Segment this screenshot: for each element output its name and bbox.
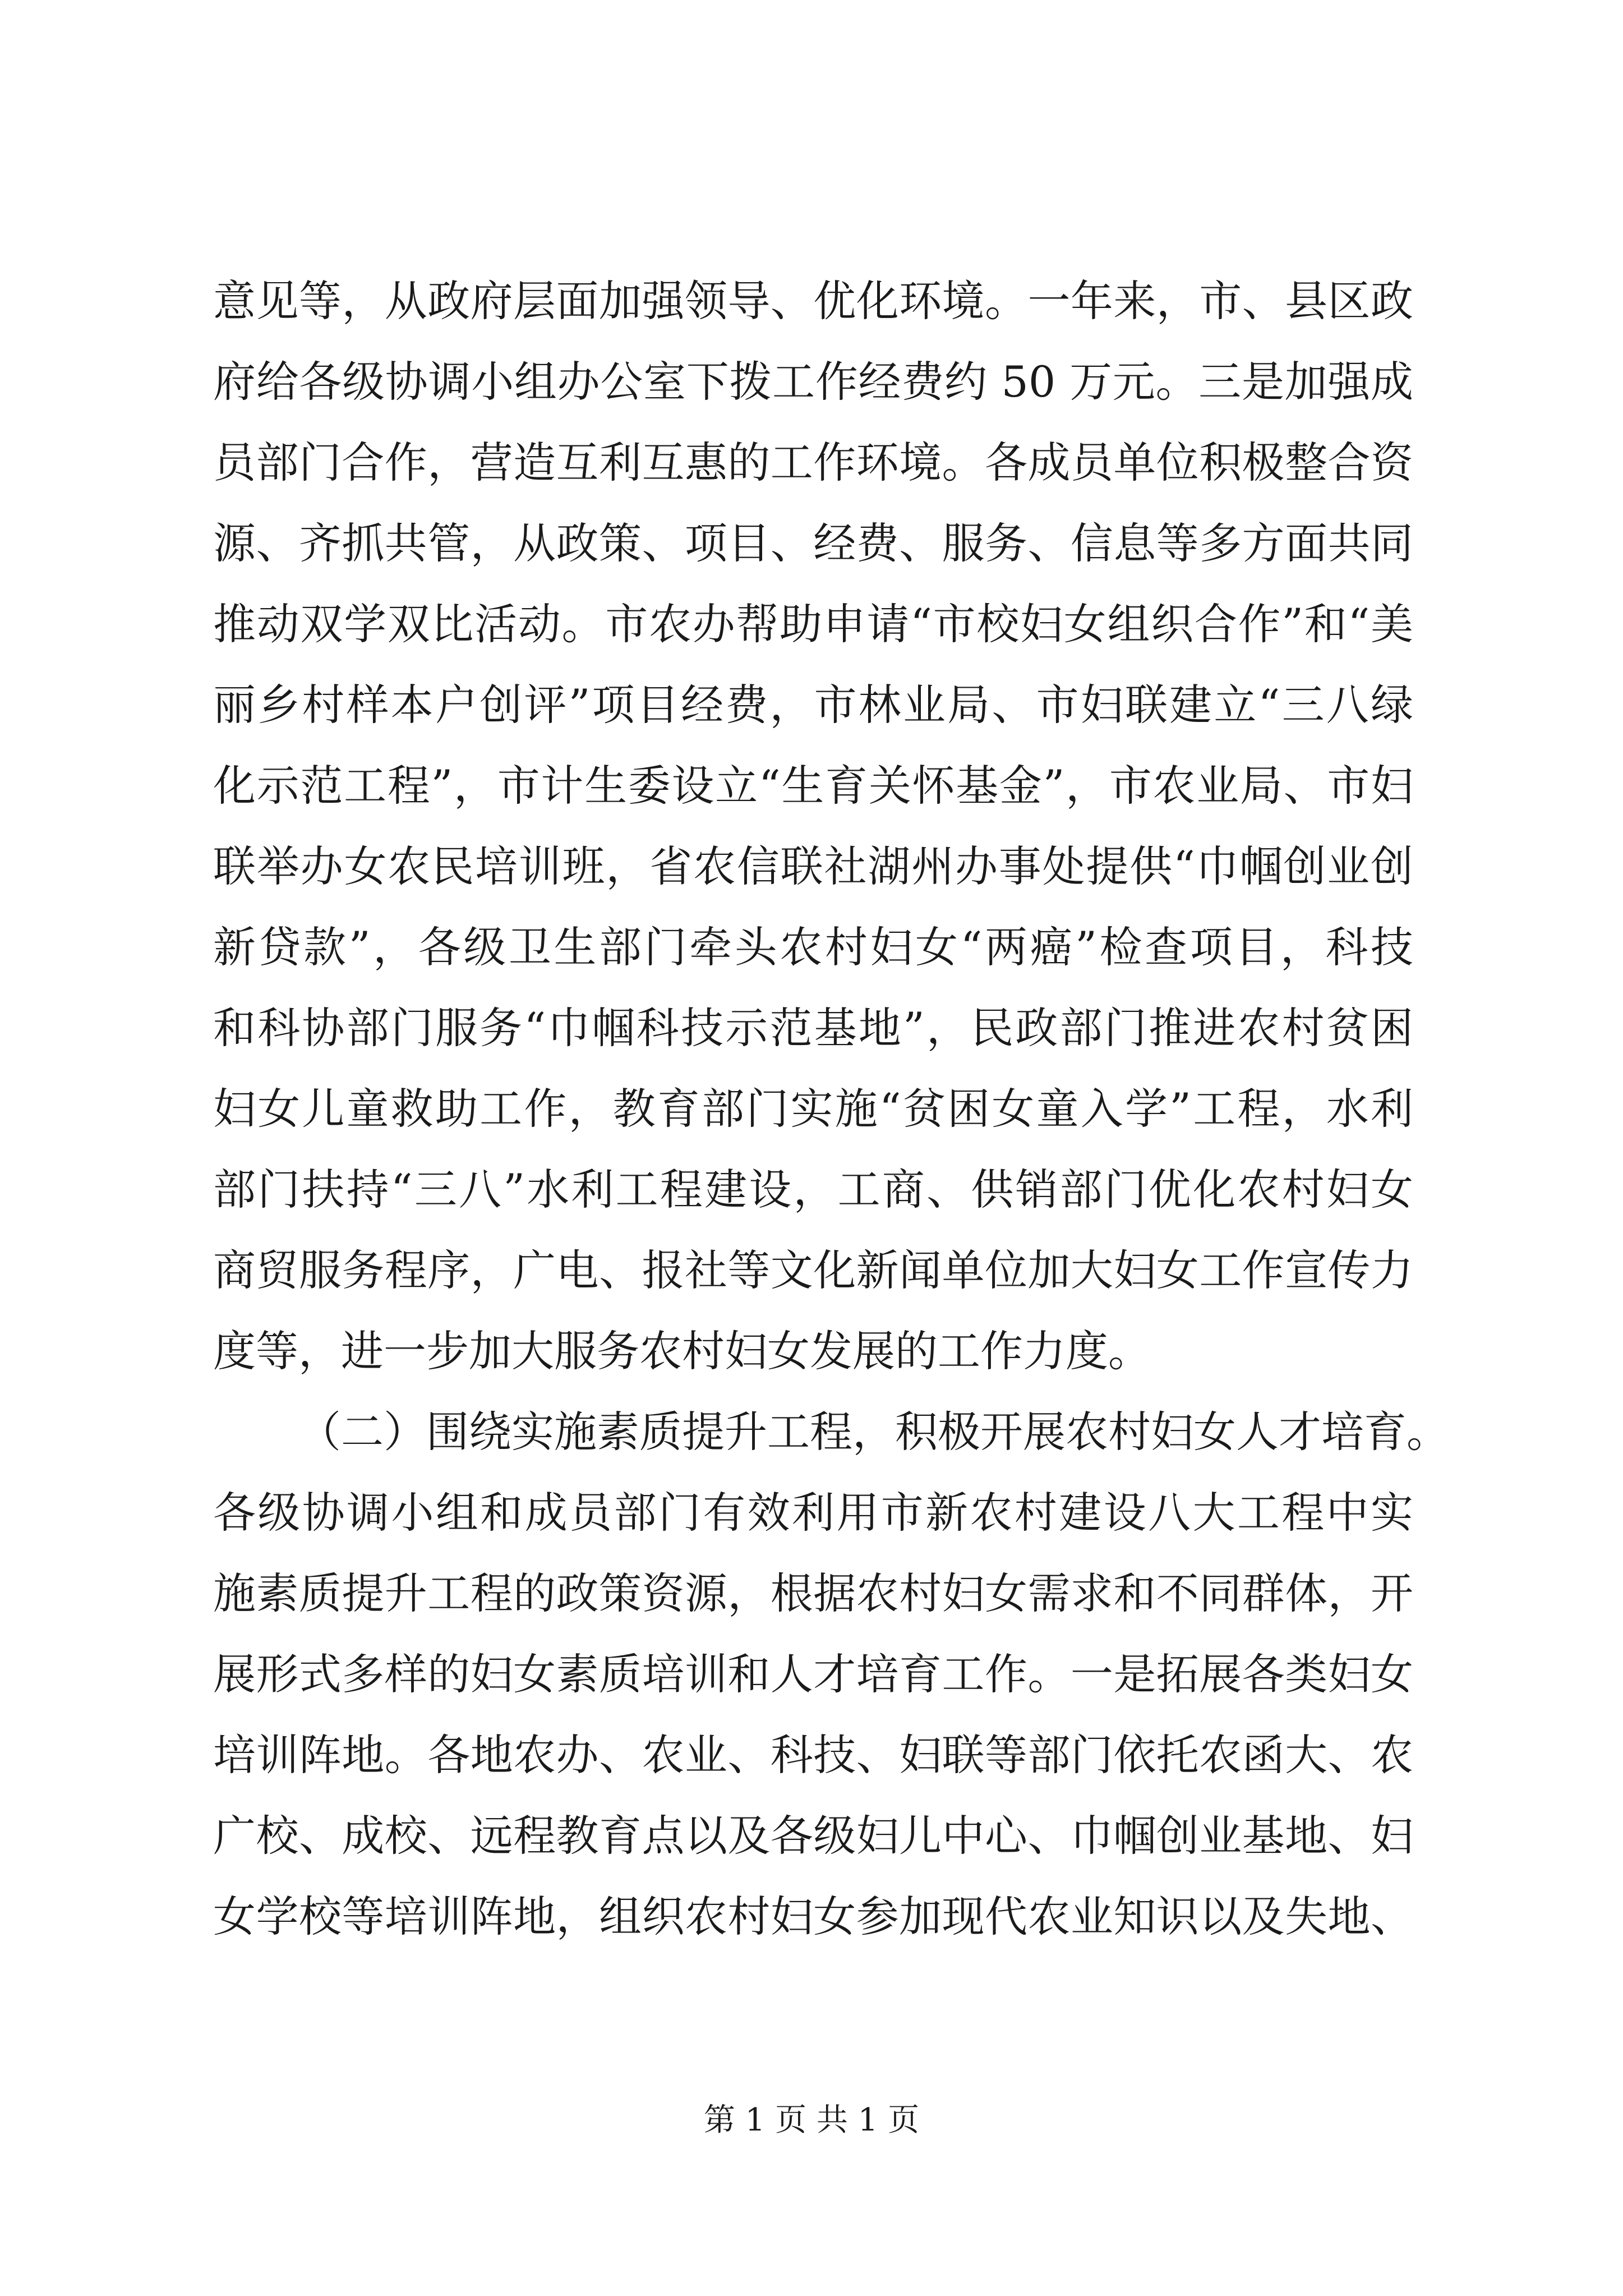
text-line: 妇女儿童救助工作，教育部门实施“贫困女童入学”工程，水利 — [213, 1084, 1413, 1134]
text-line: 施素质提升工程的政策资源，根据农村妇女需求和不同群体，开 — [213, 1568, 1413, 1618]
text-line: 丽乡村样本户创评”项目经费，市林业局、市妇联建立“三八绿 — [213, 680, 1413, 730]
text-line: 意见等，从政府层面加强领导、优化环境。一年来，市、县区政 — [213, 276, 1413, 326]
text-line: 部门扶持“三八”水利工程建设，工商、供销部门优化农村妇女 — [213, 1165, 1413, 1214]
text-line: 府给各级协调小组办公室下拨工作经费约 50 万元。三是加强成 — [213, 357, 1413, 407]
text-line: 培训阵地。各地农办、农业、科技、妇联等部门依托农函大、农 — [213, 1730, 1413, 1780]
text-line: 员部门合作，营造互利互惠的工作环境。各成员单位积极整合资 — [213, 438, 1413, 487]
section-heading-line: （二）围绕实施素质提升工程，积极开展农村妇女人才培育。 — [298, 1407, 1449, 1457]
text-line: 女学校等培训阵地，组织农村妇女参加现代农业知识以及失地、 — [213, 1892, 1413, 1941]
text-line: 源、齐抓共管，从政策、项目、经费、服务、信息等多方面共同 — [213, 518, 1413, 568]
text-line: 推动双学双比活动。市农办帮助申请“市校妇女组织合作”和“美 — [213, 599, 1413, 649]
text-line: 各级协调小组和成员部门有效利用市新农村建设八大工程中实 — [213, 1488, 1413, 1538]
text-line: 和科协部门服务“巾帼科技示范基地”，民政部门推进农村贫困 — [213, 1003, 1413, 1053]
text-line: 新贷款”，各级卫生部门牵头农村妇女“两癌”检查项目，科技 — [213, 922, 1413, 972]
document-body — [213, 261, 1449, 1957]
text-line: 商贸服务程序，广电、报社等文化新闻单位加大妇女工作宣传力 — [213, 1245, 1413, 1295]
text-line: 化示范工程”，市计生委设立“生育关怀基金”，市农业局、市妇 — [213, 761, 1413, 811]
page-footer — [0, 2098, 1623, 2143]
page-number-label: 第 1 页 共 1 页 — [703, 2102, 920, 2138]
text-line: 度等，进一步加大服务农村妇女发展的工作力度。 — [213, 1326, 1151, 1376]
text-line: 联举办女农民培训班，省农信联社湖州办事处提供“巾帼创业创 — [213, 841, 1413, 891]
text-line: 广校、成校、远程教育点以及各级妇儿中心、巾帼创业基地、妇 — [213, 1811, 1413, 1861]
text-line: 展形式多样的妇女素质培训和人才培育工作。一是拓展各类妇女 — [213, 1649, 1413, 1699]
